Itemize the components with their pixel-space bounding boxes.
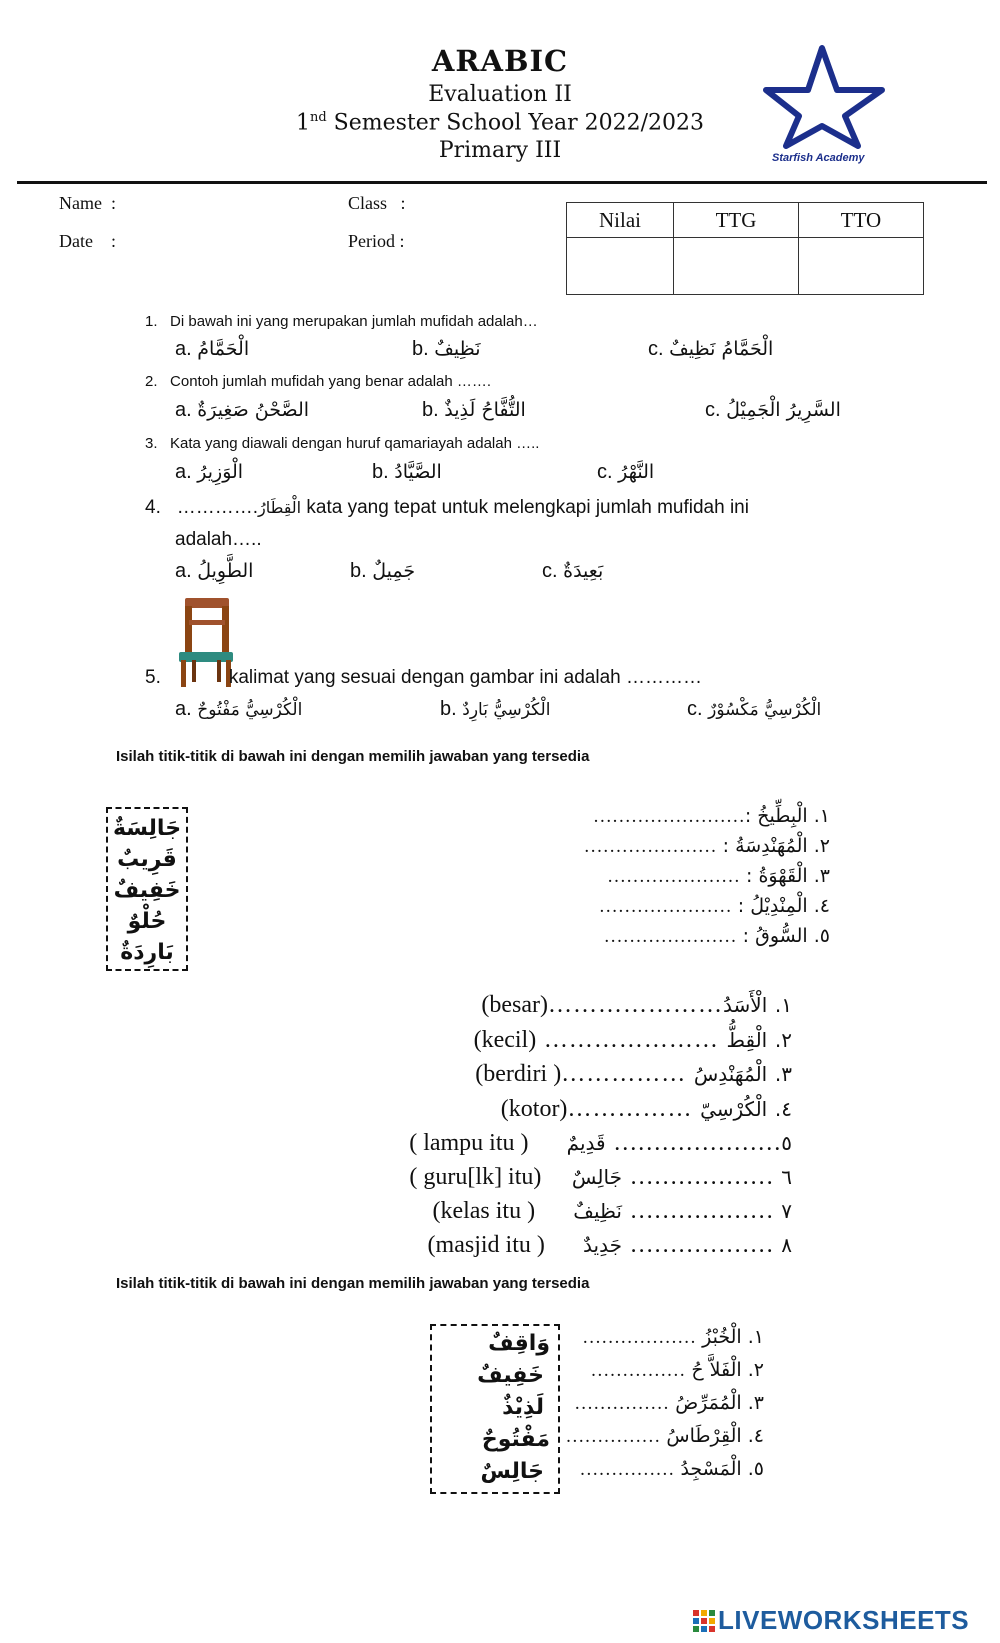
s2-item-5[interactable]: ( lampu itu ) قَدِيمٌ …………………٥ [409, 1130, 792, 1156]
logo-text: Starfish Academy [772, 152, 865, 164]
choice-baridah[interactable]: بَارِدَةٌ [120, 940, 174, 965]
s3-item-3[interactable]: ٣. الْمُمَرِّضُ …………… [574, 1392, 764, 1414]
section1-instruction: Isilah titik-titik di bawah ini dengan memilih jawaban yang tersedia [116, 748, 590, 765]
choice-ladhidh[interactable]: لَذِيْذٌ [502, 1395, 544, 1420]
section3-answer-box [430, 1324, 560, 1494]
grid-logo-icon [693, 1610, 715, 1632]
semester-line: 1nd Semester School Year 2022/2023 [295, 110, 705, 136]
choice-maftuh[interactable]: مَفْتُوحٌ [481, 1427, 550, 1452]
s2-item-2[interactable]: (kecil) ………………… الْقِطُّ ٢. [473, 1027, 792, 1053]
section1-answer-box [106, 807, 188, 971]
score-header-tto: TTO [799, 203, 924, 238]
s1-item-2[interactable]: ٢. الْمُهَنْدِسَةُ : ………………… [583, 835, 830, 857]
q5-option-c[interactable]: c. الْكُرْسِيُّ مَكْسُوْرٌ [687, 698, 822, 720]
star-icon [762, 44, 892, 149]
s1-item-5[interactable]: ٥. السُّوقُ : ………………… [603, 925, 830, 947]
q4-option-b[interactable]: b. جَمِيلٌ [350, 560, 416, 582]
s2-item-7[interactable]: (kelas itu ) نَظِيفٌ ……………… ٧ [432, 1198, 792, 1224]
choice-khafif-2[interactable]: خَفِيفٌ [477, 1363, 544, 1388]
q2-option-c[interactable]: c. السَّرِيرُ الْجَمِيْلُ [705, 399, 841, 421]
choice-jalis[interactable]: جَالِسٌ [480, 1459, 544, 1484]
s2-item-6[interactable]: ( guru[lk] itu) جَالِسٌ ……………… ٦ [409, 1164, 792, 1190]
question-4-cont: adalah….. [175, 529, 262, 550]
choice-khafif[interactable]: خَفِيفٌ [113, 878, 181, 903]
question-2: 2. Contoh jumlah mufidah yang benar adalah ……. [145, 373, 492, 390]
q3-option-a[interactable]: a. الْوَزِيرُ [175, 461, 244, 483]
score-header-ttg: TTG [674, 203, 799, 238]
choice-waqif[interactable]: وَاقِفٌ [488, 1331, 550, 1356]
s2-item-4[interactable]: (kotor)…………… الْكُرْسِيّ ٤. [500, 1096, 792, 1122]
s1-item-1[interactable]: ١. الْبِطِّيخُ :…………………… [592, 805, 830, 827]
question-4: 4. ………….الْقِطَارُ kata yang tepat untuk melengkapi jumlah mufidah ini [145, 497, 749, 518]
choice-jalisah[interactable]: جَالِسَةٌ [112, 816, 182, 841]
liveworksheets-logo[interactable] [693, 1605, 969, 1636]
q4-option-c[interactable]: c. بَعِيدَةٌ [542, 560, 604, 582]
score-cell-tto[interactable] [799, 238, 924, 295]
q2-option-a[interactable]: a. الصَّحْنُ صَغِيرَةٌ [175, 399, 310, 421]
s1-item-3[interactable]: ٣. الْقَهْوَةُ : ………………… [606, 865, 830, 887]
choice-hulw[interactable]: حُلْوٌ [127, 909, 167, 934]
s3-item-4[interactable]: ٤. الْقِرْطَاسُ …………… [565, 1425, 764, 1447]
score-cell-ttg[interactable] [674, 238, 799, 295]
evaluation-title: Evaluation II [428, 82, 572, 107]
class-field[interactable]: Class : [348, 193, 406, 213]
q4-option-a[interactable]: a. الطَّوِيلُ [175, 560, 254, 582]
q2-option-b[interactable]: b. التُّفَّاحُ لَذِيذٌ [422, 399, 526, 421]
q3-option-b[interactable]: b. الصَّيَّادُ [372, 461, 442, 483]
s2-item-1[interactable]: (besar)…………………الْأَسَدُ ١. [481, 992, 792, 1018]
s1-item-4[interactable]: ٤. الْمِنْدِيْلُ : ………………… [598, 895, 830, 917]
q1-option-a[interactable]: a. الْحَمَّامُ [175, 338, 250, 360]
footer-brand: LIVEWORKSHEETS [718, 1605, 970, 1635]
score-table [566, 202, 924, 295]
q3-option-c[interactable]: c. النَّهْرُ [597, 461, 655, 483]
question-3: 3. Kata yang diawali dengan huruf qamariayah adalah ….. [145, 435, 540, 452]
score-cell-nilai[interactable] [567, 238, 674, 295]
starfish-logo [762, 44, 892, 174]
q5-option-a[interactable]: a. الْكُرْسِيُّ مَفْتُوحٌ [175, 698, 303, 720]
q5-option-b[interactable]: b. الْكُرْسِيُّ بَارِدٌ [440, 698, 551, 720]
choice-qarib[interactable]: قَرِيبٌ [117, 847, 177, 872]
question-1: 1. Di bawah ini yang merupakan jumlah mufidah adalah… [145, 313, 538, 330]
s3-item-2[interactable]: ٢. الْفَلاَّ حُ …………… [590, 1359, 764, 1381]
class-level: Primary III [438, 138, 562, 163]
section3-instruction: Isilah titik-titik di bawah ini dengan memilih jawaban yang tersedia [116, 1275, 590, 1292]
s2-item-3[interactable]: (berdiri )…………… الْمُهَنْدِسُ ٣. [475, 1061, 792, 1087]
q1-option-c[interactable]: c. الْحَمَّامُ نَظِيفٌ [648, 338, 774, 360]
date-field[interactable]: Date : [59, 231, 116, 251]
header-divider [17, 181, 987, 184]
s3-item-1[interactable]: ١. الْخُبْزُ ……………… [582, 1326, 764, 1348]
question-5: 5. kalimat yang sesuai dengan gambar ini adalah ………… [145, 667, 703, 688]
q1-option-b[interactable]: b. نَظِيفٌ [412, 338, 481, 360]
worksheet-title: ARABIC [431, 44, 569, 78]
name-field[interactable]: Name : [59, 193, 116, 213]
score-header-nilai: Nilai [567, 203, 674, 238]
period-field[interactable]: Period : [348, 231, 405, 251]
s2-item-8[interactable]: (masjid itu ) جَدِيدٌ ……………… ٨ [427, 1232, 792, 1258]
s3-item-5[interactable]: ٥. الْمَسْجِدُ …………… [579, 1458, 764, 1480]
